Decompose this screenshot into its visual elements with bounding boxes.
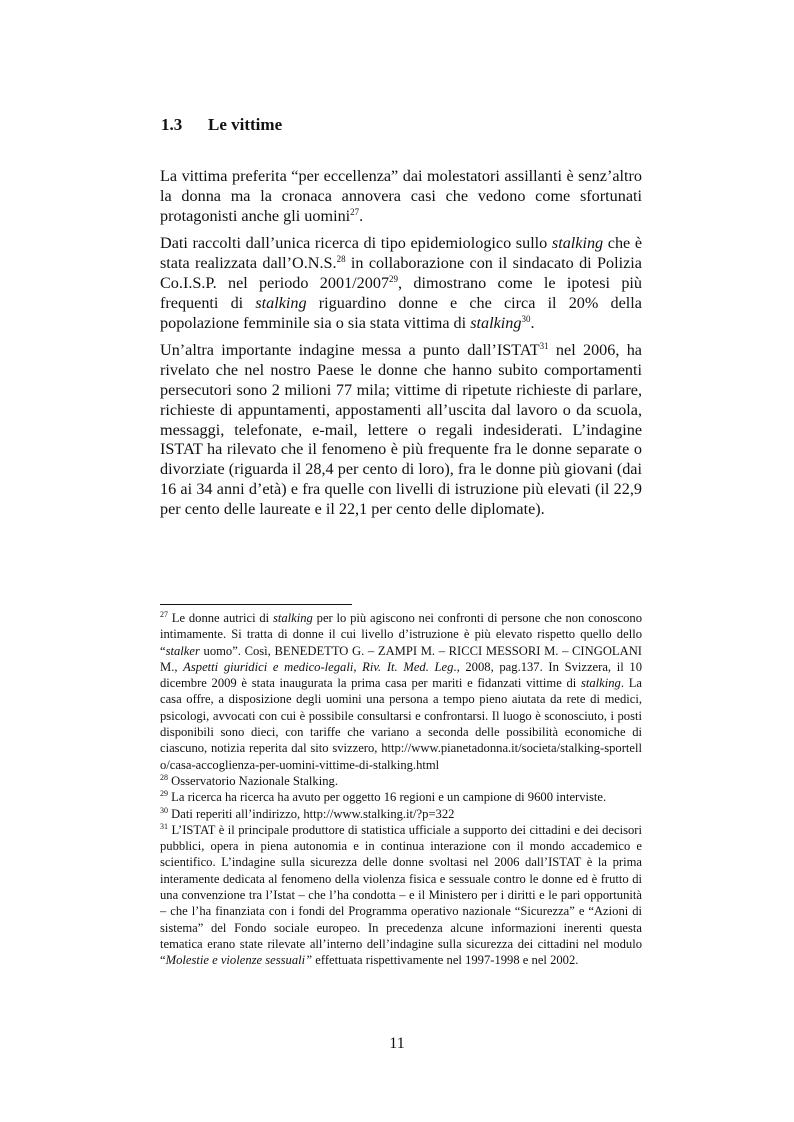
- section-title: Le vittime: [208, 115, 283, 134]
- paragraph: [160, 234, 642, 333]
- italic-term: stalker: [165, 643, 200, 658]
- text-run: . La casa offre, a disposizione degli uomini una persona a tempo pieno aiutata da rete di medici, psicologi, avvocati con cui è possibile consultarsi e confrontarsi. Il luogo è sconosciuto, i posti disponibili sono dieci, con tariffe che variano a seconda delle possibilità economiche di ciascuno, notizia reperita dal sito svizzero,: [160, 676, 642, 756]
- section-number: 1.3: [161, 115, 183, 134]
- footnote-ref: 27: [350, 206, 360, 217]
- footnote-number: 28: [160, 772, 168, 782]
- footnote: [160, 610, 642, 773]
- footnote: [160, 822, 642, 969]
- text-run: in collaborazione con il sindacato di Polizia Co.I.S.P. nel periodo 2001/2007: [160, 254, 642, 292]
- text-run: Dati reperiti all’indirizzo, http://www.stalking.it/?p=322: [168, 806, 455, 821]
- text-run: nel 2006, ha rivelato che nel nostro Paese le donne che hanno subito comportamenti persecutori sono 2 milioni 77 mila; vittime di ripetute richieste di parlare, richieste di appuntamenti, appostamenti all’uscita dal lavoro o da scuola, messaggi, telefonate, e-mail, lettere o regali indesiderati. L’indagine ISTAT ha rilevato che il fenomeno è più frequente fra le donne separate o divorziate (riguarda il 28,4 per cento di loro), fra le donne più giovani (dai 16 ai 34 anni d’età) e fra quelle con livelli di istruzione più elevati (il 22,9 per cento delle laureate e il 22,1 per cento delle diplomate).: [160, 341, 642, 518]
- italic-term: Riv. It. Med. Leg: [362, 659, 454, 674]
- footnote-number: 31: [160, 821, 168, 831]
- text-run: per lo più agiscono nei confronti di persone che non conoscono intimamente. Si tratta di donne il cui livello d’istruzione è più elevato rispetto quello dello “: [160, 611, 643, 658]
- italic-term: stalking: [272, 611, 313, 625]
- italic-term: stalking: [255, 293, 307, 312]
- footnote-number: 27: [160, 610, 168, 619]
- italic-term: stalking: [551, 234, 604, 253]
- footnote: [160, 789, 642, 805]
- text-run: riguardino donne e che circa il 20% della popolazione femminile sia o sia stata vittima di: [160, 293, 642, 332]
- page-number: 11: [389, 1035, 405, 1052]
- section-heading: [161, 114, 282, 136]
- footnote: [160, 806, 642, 822]
- footnote-ref: 31: [539, 341, 549, 352]
- footnote-number: 30: [160, 805, 168, 815]
- italic-term: stalking: [580, 676, 621, 691]
- footnote-ref: 29: [389, 273, 399, 284]
- footnote-number: 29: [160, 789, 168, 799]
- text-run: La ricerca ha ricerca ha avuto per oggetto 16 regioni e un campione di 9600 interviste.: [168, 790, 607, 805]
- paragraph: [160, 167, 642, 226]
- body-text: [160, 167, 642, 528]
- text-run: Le donne autrici di: [168, 611, 273, 625]
- text-run: ,: [353, 659, 363, 674]
- footnote-ref: 28: [336, 254, 346, 265]
- italic-term: Aspetti giuridici e medico-legali: [183, 659, 354, 674]
- text-run: uomo”. Così, BENEDETTO G. – ZAMPI M. – RICCI MESSORI M. – CINGOLANI M.,: [160, 643, 642, 674]
- text-run: L’ISTAT è il principale produttore di statistica ufficiale a supporto dei cittadini e dei decisori pubblici, opera in piena autonomia e in continua interazione con il mondo accademico e scientifico. L’indagine sulla sicurezza delle donne svoltasi nel 2006 dall’ISTAT è la prima interamente dedicata al fenomeno della violenza fisica e sessuale contro le donne ed è frutto di una convenzione tra l’Istat – che l’ha condotta – e il Ministero per i diritti e le pari opportunità – che l’ha finanziata con i fondi del Programma operativo nazionale “Sicurezza” e “Azioni di sistema” del Fondo sociale europeo. In precedenza alcune informazioni inerenti questa tematica erano state rilevate all’interno dell’indagine sulla sicurezza dei cittadini nel modulo “: [160, 822, 642, 968]
- text-run: Dati raccolti dall’unica ricerca di tipo epidemiologico sullo: [160, 234, 552, 253]
- footnotes: [160, 610, 642, 969]
- text-run: che è stata realizzata dall’O.N.S.: [160, 234, 643, 273]
- text-run: .: [530, 313, 535, 332]
- text-run: La vittima preferita “per eccellenza” dai molestatori assillanti è senz’altro la donna ma la cronaca annovera casi che vedono come sfortunati protagonisti anche gli uomini: [160, 167, 642, 225]
- footnote-separator: [160, 604, 352, 605]
- italic-term: Molestie e violenze sessuali”: [165, 953, 313, 968]
- footnote-url[interactable]: http://www.pianetadonna.it/societa/stalking-sportello/casa-accoglienza-per-uomini-vittime-di-stalking.html: [160, 741, 642, 772]
- text-run: Un’altra importante indagine messa a punto dall’ISTAT: [160, 341, 540, 360]
- text-run: ., 2008, pag.137. In Svizzera, il 10 dicembre 2009 è stata inaugurata la prima casa per mariti e fidanzati vittime di: [160, 659, 642, 691]
- text-run: , dimostrano come le ipotesi più frequenti di: [160, 273, 642, 312]
- footnote-ref: 30: [521, 313, 531, 324]
- text-run: Osservatorio Nazionale Stalking.: [168, 773, 338, 788]
- italic-term: stalking: [470, 313, 522, 332]
- paragraph: [160, 341, 642, 519]
- text-run: effettuata rispettivamente nel 1997-1998 e nel 2002.: [312, 953, 579, 968]
- footnote: [160, 773, 642, 789]
- text-run: .: [359, 206, 364, 225]
